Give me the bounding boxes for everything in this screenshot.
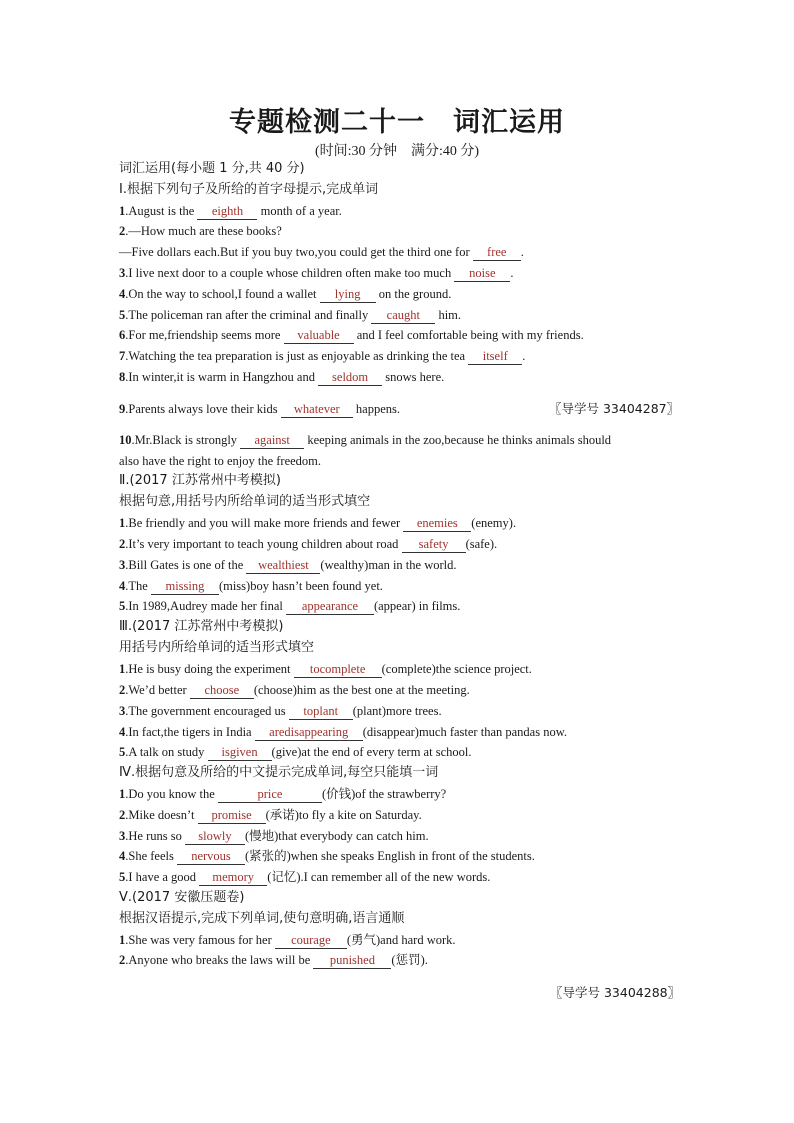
section-5-instruction: 根据汉语提示,完成下列单词,使句意明确,语言通顺 (119, 911, 405, 926)
s4-question-1: 1.Do you know the price (价钱)of the strawberry? (119, 787, 447, 801)
s3-question-1: 1.He is busy doing the experiment tocomplete (complete)the science project. (119, 662, 532, 676)
s1-question-10-cont: also have the right to enjoy the freedom. (119, 454, 322, 468)
s3-question-5: 5.A talk on study isgiven (give)at the end of every term at school. (119, 745, 472, 759)
answer-blank: free (473, 245, 521, 261)
section-1-heading: Ⅰ.根据下列句子及所给的首字母提示,完成单词 (119, 182, 379, 197)
s1-question-6: 6.For me,friendship seems more valuable and I feel comfortable being with my friends. (119, 328, 584, 342)
answer-blank: tocomplete (294, 662, 382, 678)
answer-blank: valuable (284, 328, 354, 344)
section-3-instruction: 用括号内所给单词的适当形式填空 (119, 640, 315, 655)
s1-question-1: 1.August is the eighth month of a year. (119, 204, 342, 218)
s1-question-2-answer: —Five dollars each.But if you buy two,you could get the third one for free . (119, 245, 524, 259)
answer-blank: enemies (403, 516, 471, 532)
s2-question-4: 4.The missing (miss)boy hasn’t been found yet. (119, 579, 383, 593)
answer-blank: against (240, 433, 304, 449)
s5-question-2: 2.Anyone who breaks the laws will be punished (惩罚). (119, 953, 428, 967)
section-3-heading: Ⅲ.(2017 江苏常州中考模拟) (119, 619, 284, 634)
s3-question-2: 2.We’d better choose (choose)him as the best one at the meeting. (119, 683, 470, 697)
answer-blank: noise (454, 266, 510, 282)
answer-blank: toplant (289, 704, 353, 720)
answer-blank: choose (190, 683, 254, 699)
guide-number-2: 〖导学号 33404288〗 (550, 985, 681, 1000)
answer-blank: price (218, 787, 322, 803)
page-title: 专题检测二十一 词汇运用 (229, 107, 565, 138)
s2-question-5: 5.In 1989,Audrey made her final appearance (appear) in films. (119, 599, 461, 613)
guide-number-1: 〖导学号 33404287〗 (549, 401, 680, 416)
answer-blank: slowly (185, 829, 245, 845)
answer-blank: whatever (281, 402, 353, 418)
s1-question-2: 2.—How much are these books? (119, 224, 282, 238)
s4-question-4: 4.She feels nervous (紧张的)when she speaks English in front of the students. (119, 849, 535, 863)
s1-question-4: 4.On the way to school,I found a wallet lying on the ground. (119, 287, 452, 301)
s1-question-8: 8.In winter,it is warm in Hangzhou and seldom snows here. (119, 370, 445, 384)
answer-blank: seldom (318, 370, 382, 386)
s4-question-3: 3.He runs so slowly (慢地)that everybody can catch him. (119, 829, 429, 843)
s3-question-4: 4.In fact,the tigers in India aredisappearing (disappear)much faster than pandas now. (119, 725, 568, 739)
s2-question-2: 2.It’s very important to teach young children about road safety (safe). (119, 537, 498, 551)
answer-blank: courage (275, 933, 347, 949)
s1-question-3: 3.I live next door to a couple whose children often make too much noise . (119, 266, 514, 280)
answer-blank: appearance (286, 599, 374, 615)
answer-blank: isgiven (208, 745, 272, 761)
section-2-heading: Ⅱ.(2017 江苏常州中考模拟) (119, 473, 281, 488)
answer-blank: aredisappearing (255, 725, 363, 741)
s5-question-1: 1.She was very famous for her courage (勇气)and hard work. (119, 933, 456, 947)
s2-question-3: 3.Bill Gates is one of the wealthiest (wealthy)man in the world. (119, 558, 457, 572)
s1-question-7: 7.Watching the tea preparation is just as enjoyable as drinking the tea itself . (119, 349, 526, 363)
answer-blank: nervous (177, 849, 245, 865)
page-subtitle: (时间:30 分钟 满分:40 分) (314, 144, 480, 159)
main-heading: 词汇运用(每小题 1 分,共 40 分) (119, 161, 305, 176)
s1-question-5: 5.The policeman ran after the criminal and finally caught him. (119, 308, 462, 322)
answer-blank: lying (320, 287, 376, 303)
s1-question-10: 10.Mr.Black is strongly against keeping animals in the zoo,because he thinks animals should (119, 433, 612, 447)
answer-blank: promise (198, 808, 266, 824)
s3-question-3: 3.The government encouraged us toplant (plant)more trees. (119, 704, 442, 718)
answer-blank: wealthiest (246, 558, 320, 574)
s1-question-9: 9.Parents always love their kids whatever happens. (119, 402, 400, 416)
s4-question-5: 5.I have a good memory (记忆).I can remember all of the new words. (119, 870, 491, 884)
answer-blank: caught (371, 308, 435, 324)
answer-blank: punished (313, 953, 391, 969)
s4-question-2: 2.Mike doesn’t promise (承诺)to fly a kite on Saturday. (119, 808, 422, 822)
s2-question-1: 1.Be friendly and you will make more friends and fewer enemies (enemy). (119, 516, 517, 530)
section-5-heading: Ⅴ.(2017 安徽压题卷) (119, 890, 245, 905)
answer-blank: safety (402, 537, 466, 553)
section-2-instruction: 根据句意,用括号内所给单词的适当形式填空 (119, 494, 371, 509)
answer-blank: memory (199, 870, 267, 886)
section-4-heading: Ⅳ.根据句意及所给的中文提示完成单词,每空只能填一词 (119, 765, 439, 780)
answer-blank: missing (151, 579, 219, 595)
answer-blank: itself (468, 349, 522, 365)
answer-blank: eighth (197, 204, 257, 220)
